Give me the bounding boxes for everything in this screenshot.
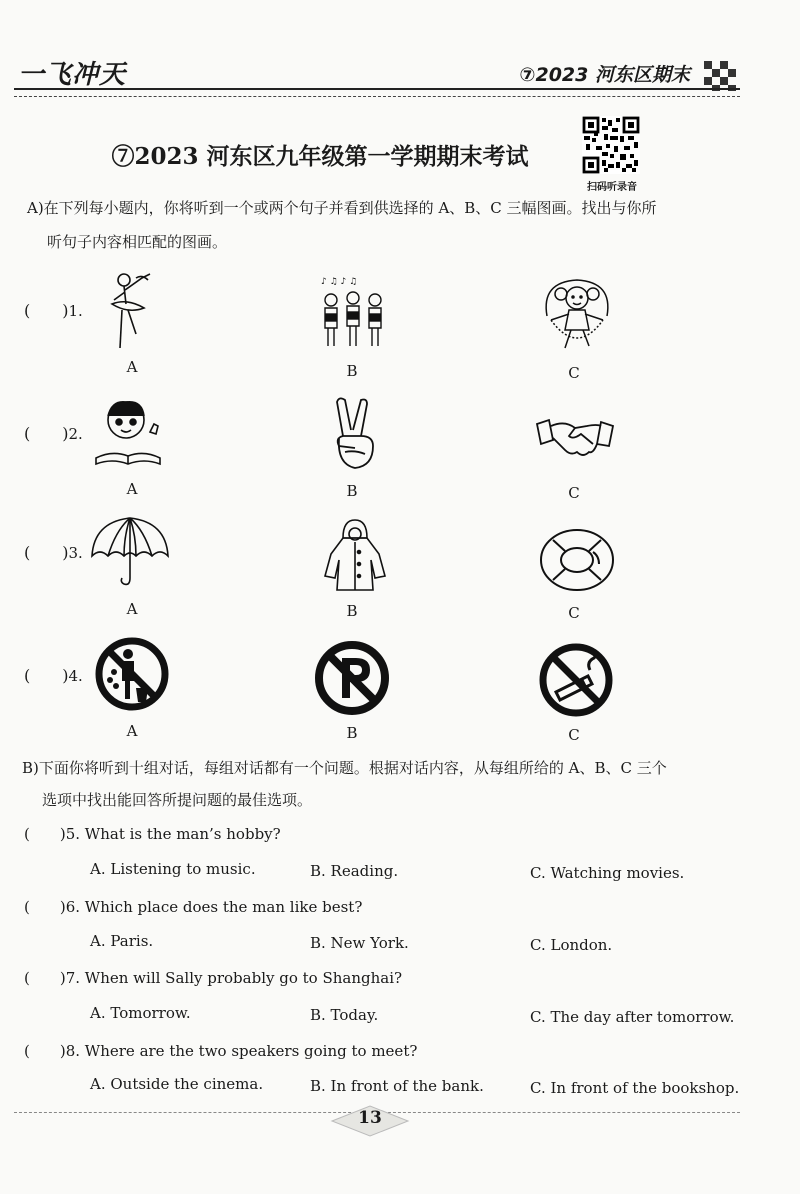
- question-number: 4.: [68, 667, 83, 685]
- option-letter: B: [346, 602, 358, 620]
- option-letter: C: [568, 604, 580, 622]
- question-number: 3.: [68, 544, 83, 562]
- section-a-instruction: A)在下列每小题内，你将听到一个或两个句子并看到供选择的 A、B、C 三幅图画。找出与你所: [27, 199, 657, 217]
- option-c: C. Watching movies.: [530, 864, 685, 882]
- option-letter: C: [568, 726, 580, 744]
- option-letter: A: [126, 358, 138, 376]
- no-smoking-icon: [536, 640, 616, 720]
- section-b-instruction-cont: 选项中找出能回答所提问题的最佳选项。: [42, 791, 313, 809]
- svg-text:♪ ♫ ♪ ♫: ♪ ♫ ♪ ♫: [321, 277, 358, 287]
- question-2: [24, 421, 83, 444]
- option-letter: C: [568, 364, 580, 382]
- no-parking-icon: [312, 638, 392, 718]
- option-letter: C: [568, 484, 580, 502]
- ballerina-icon: [92, 270, 172, 350]
- answer-blank[interactable]: ( ): [24, 1042, 66, 1060]
- option-letter: B: [346, 482, 358, 500]
- question-7: [24, 967, 402, 988]
- question-3: [24, 540, 83, 563]
- option-b: B. Reading.: [310, 862, 399, 880]
- option-a: A. Tomorrow.: [90, 1004, 191, 1022]
- answer-blank[interactable]: ( ): [24, 424, 69, 443]
- page-title: ⑦2023 河东区九年级第一学期期末考试: [111, 143, 529, 170]
- question-8: [24, 1040, 417, 1061]
- answer-blank[interactable]: ( ): [24, 898, 66, 916]
- question-text: 8. Where are the two speakers going to meet?: [65, 1042, 418, 1060]
- option-letter: A: [126, 480, 138, 498]
- question-text: 7. When will Sally probably go to Shanghai?: [65, 969, 403, 987]
- section-b-instruction: B)下面你将听到十组对话，每组对话都有一个问题。根据对话内容，从每组所给的 A、B、C 三个: [22, 759, 667, 777]
- question-1: [24, 298, 83, 321]
- answer-blank[interactable]: ( ): [24, 825, 66, 843]
- option-b: B. New York.: [310, 934, 409, 952]
- section-a-instruction-cont: 听句子内容相匹配的图画。: [47, 233, 228, 251]
- option-b: B. In front of the bank.: [310, 1077, 484, 1095]
- header-divider: [14, 88, 740, 97]
- victory-hand-icon: [315, 394, 395, 474]
- handshake-icon: [535, 404, 615, 484]
- jump-rope-icon: [537, 276, 617, 356]
- answer-blank[interactable]: ( ): [24, 301, 69, 320]
- qr-code-icon[interactable]: [582, 116, 640, 174]
- answer-blank[interactable]: ( ): [24, 666, 69, 685]
- option-a: A. Paris.: [90, 932, 154, 950]
- life-ring-icon: [537, 520, 617, 600]
- option-letter: A: [126, 600, 138, 618]
- question-6: [24, 896, 362, 917]
- option-c: C. London.: [530, 936, 613, 954]
- question-text: 5. What is the man’s hobby?: [65, 825, 281, 843]
- umbrella-icon: [90, 510, 170, 590]
- question-4: [24, 663, 83, 686]
- question-text: 6. Which place does the man like best?: [65, 898, 363, 916]
- question-5: [24, 823, 281, 844]
- question-number: 2.: [68, 425, 83, 443]
- page-number: 13: [358, 1108, 382, 1128]
- singers-icon: [315, 274, 395, 354]
- reading-boy-icon: [92, 392, 172, 472]
- option-b: B. Today.: [310, 1006, 379, 1024]
- option-letter: B: [346, 362, 358, 380]
- answer-blank[interactable]: ( ): [24, 543, 69, 562]
- option-letter: A: [126, 722, 138, 740]
- option-letter: B: [346, 724, 358, 742]
- qr-caption: 扫码听录音: [587, 182, 637, 193]
- answer-blank[interactable]: ( ): [24, 969, 66, 987]
- option-c: C. In front of the bookshop.: [530, 1079, 740, 1097]
- raincoat-icon: [315, 514, 395, 594]
- brand-logo: 一飞冲天: [18, 60, 127, 90]
- option-c: C. The day after tomorrow.: [530, 1008, 735, 1026]
- question-number: 1.: [68, 302, 83, 320]
- no-littering-icon: [92, 634, 172, 714]
- header-section-label: ⑦2023 河东区期末: [519, 64, 690, 86]
- option-a: A. Listening to music.: [90, 860, 256, 878]
- option-a: A. Outside the cinema.: [90, 1075, 264, 1093]
